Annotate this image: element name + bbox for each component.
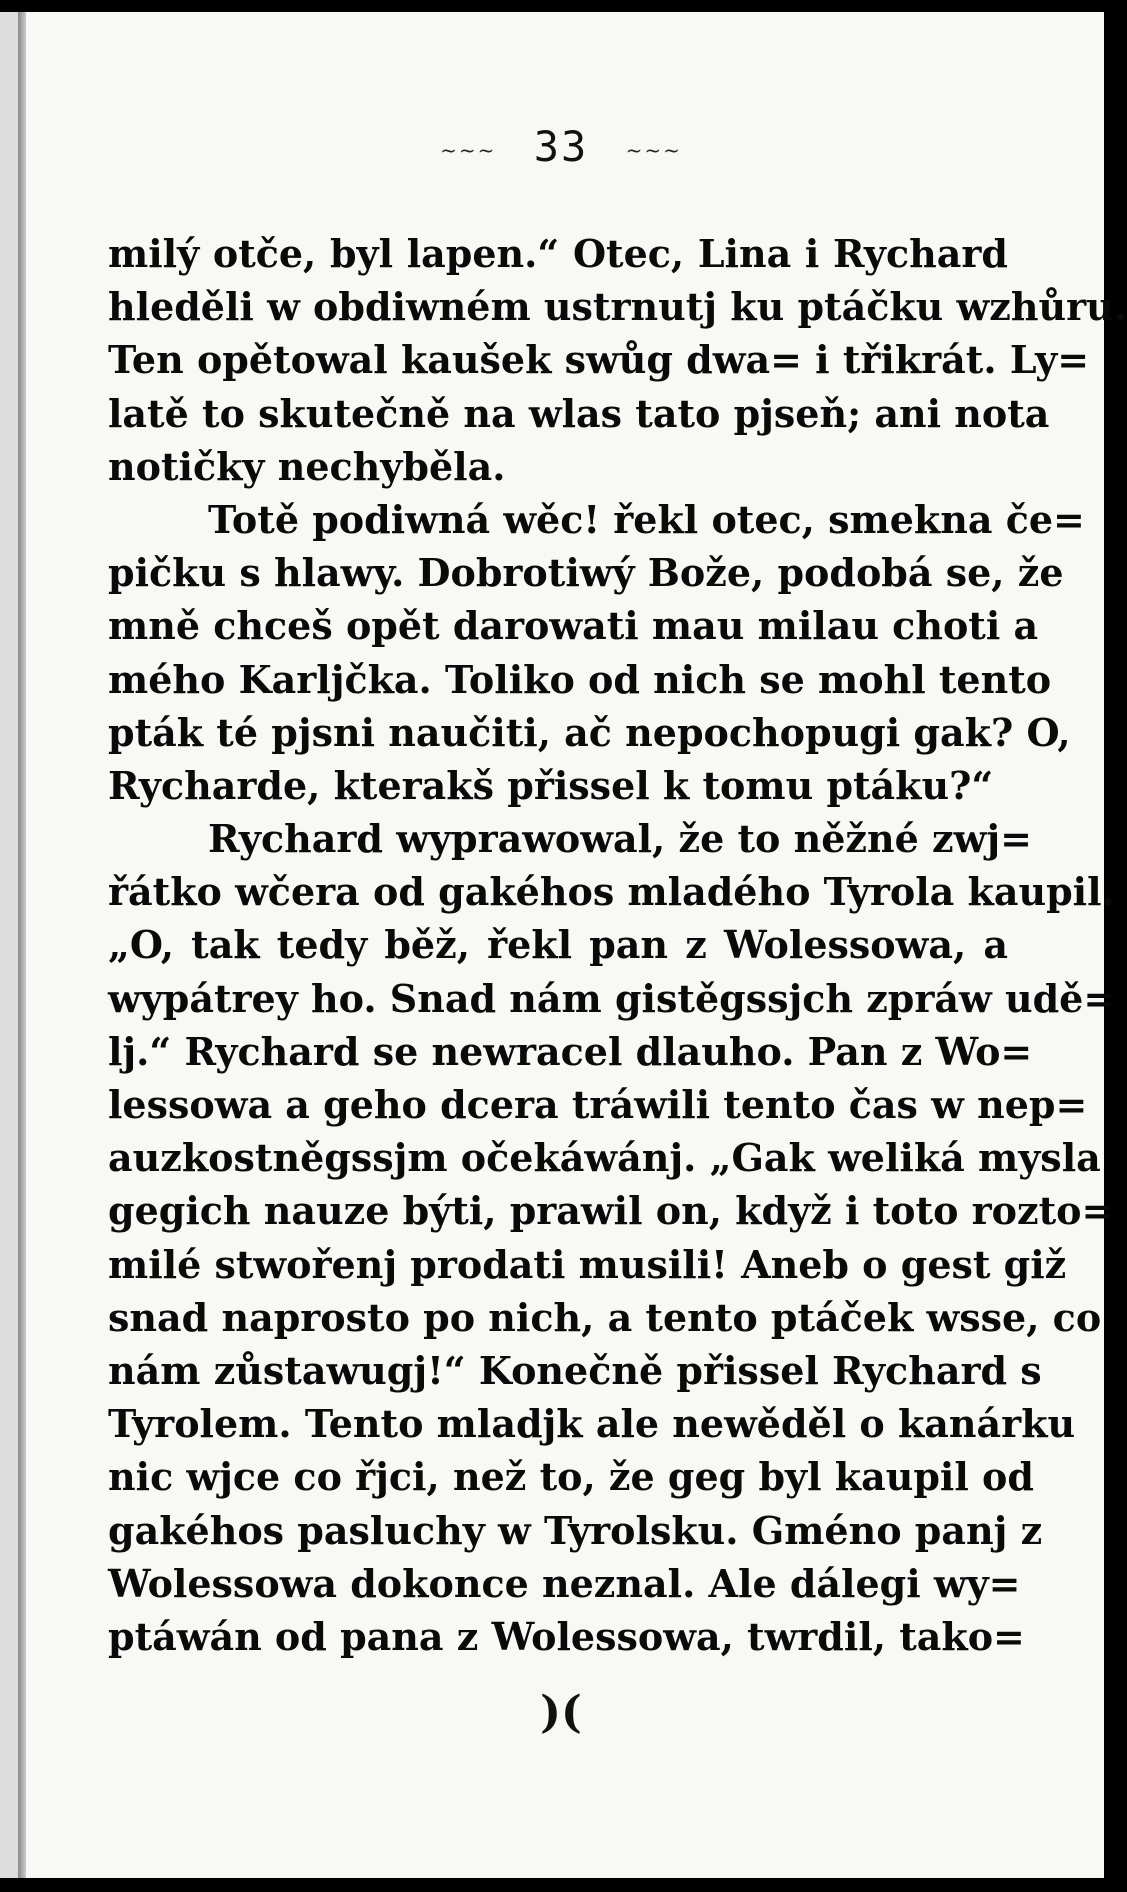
text-line: milý otče, byl lapen.“ Otec, Lina i Rychard [108,231,1008,276]
page-number: 33 [533,122,589,171]
text-line: mně chceš opět darowati mau milau choti a [108,603,1039,649]
text-line: Tyrolem. Tento mladjk ale newěděl o kanárku [108,1401,1076,1447]
header-ornament-right: ~~~ [625,138,682,162]
text-line: snad naprosto po nich, a tento ptáček wsse, co [108,1294,1102,1340]
text-line: lessowa a geho dcera tráwili tento čas w nep= [108,1082,1088,1127]
text-line: Totě podiwná wěc! řekl otec, smekna če= [208,496,1085,542]
body-text [108,227,1127,1663]
text-line: gegich nauze býti, prawil on, když i toto rozto= [108,1188,1114,1234]
page-header [18,122,1104,171]
text-line: nám zůstawugj!“ Konečně přissel Rychard s [108,1347,1042,1393]
text-line: gakéhos pasluchy w Tyrolsku. Gméno panj z [108,1507,1043,1553]
text-line: nic wjce co řjci, než to, že geg byl kaupil od [108,1454,1034,1500]
text-line: wypátrey ho. Snad nám gistěgssjch zpráw udě= [108,975,1116,1021]
text-line: hleděli w obdiwném ustrnutj ku ptáčku wzhůru. [108,284,1127,330]
text-line: milé stwořenj prodati musili! Aneb o gest giž [108,1241,1067,1287]
text-line: Rycharde, kterakš přissel k tomu ptáku?“ [108,762,994,808]
text-line: mého Karljčka. Toliko od nich se mohl tento [108,656,1052,702]
text-line: pičku s hlawy. Dobrotiwý Bože, podobá se, že [108,550,1064,596]
text-line: Ten opětowal kaušek swůg dwa= i třikrát. Ly= [108,337,1090,383]
text-line: Wolessowa dokonce neznal. Ale dálegi wy= [108,1560,1021,1606]
text-line: lj.“ Rychard se newracel dlauho. Pan z Wo= [108,1028,1033,1074]
text-line: notičky nechyběla. [108,443,506,489]
text-line: latě to skutečně na wlas tato pjseň; ani nota [108,390,1050,436]
text-line: pták té pjsni naučiti, ač nepochopugi gak? O, [108,709,1071,755]
text-line: auzkostněgssjm očekáwánj. „Gak weliká mysla [108,1135,1101,1181]
page-spine-shadow [18,12,26,1878]
header-ornament-left: ~~~ [440,138,497,162]
text-line: „O, tak tedy běž, řekl pan z Wolessowa, a [108,922,1008,968]
text-line: Rychard wyprawowal, že to něžné zwj= [208,816,1032,862]
book-page [0,12,1127,1878]
text-line: řátko wčera od gakéhos mladého Tyrola kaupil. [108,869,1115,915]
signature-mark: )( [540,1687,582,1738]
text-line: ptáwán od pana z Wolessowa, twrdil, tako= [108,1613,1025,1659]
